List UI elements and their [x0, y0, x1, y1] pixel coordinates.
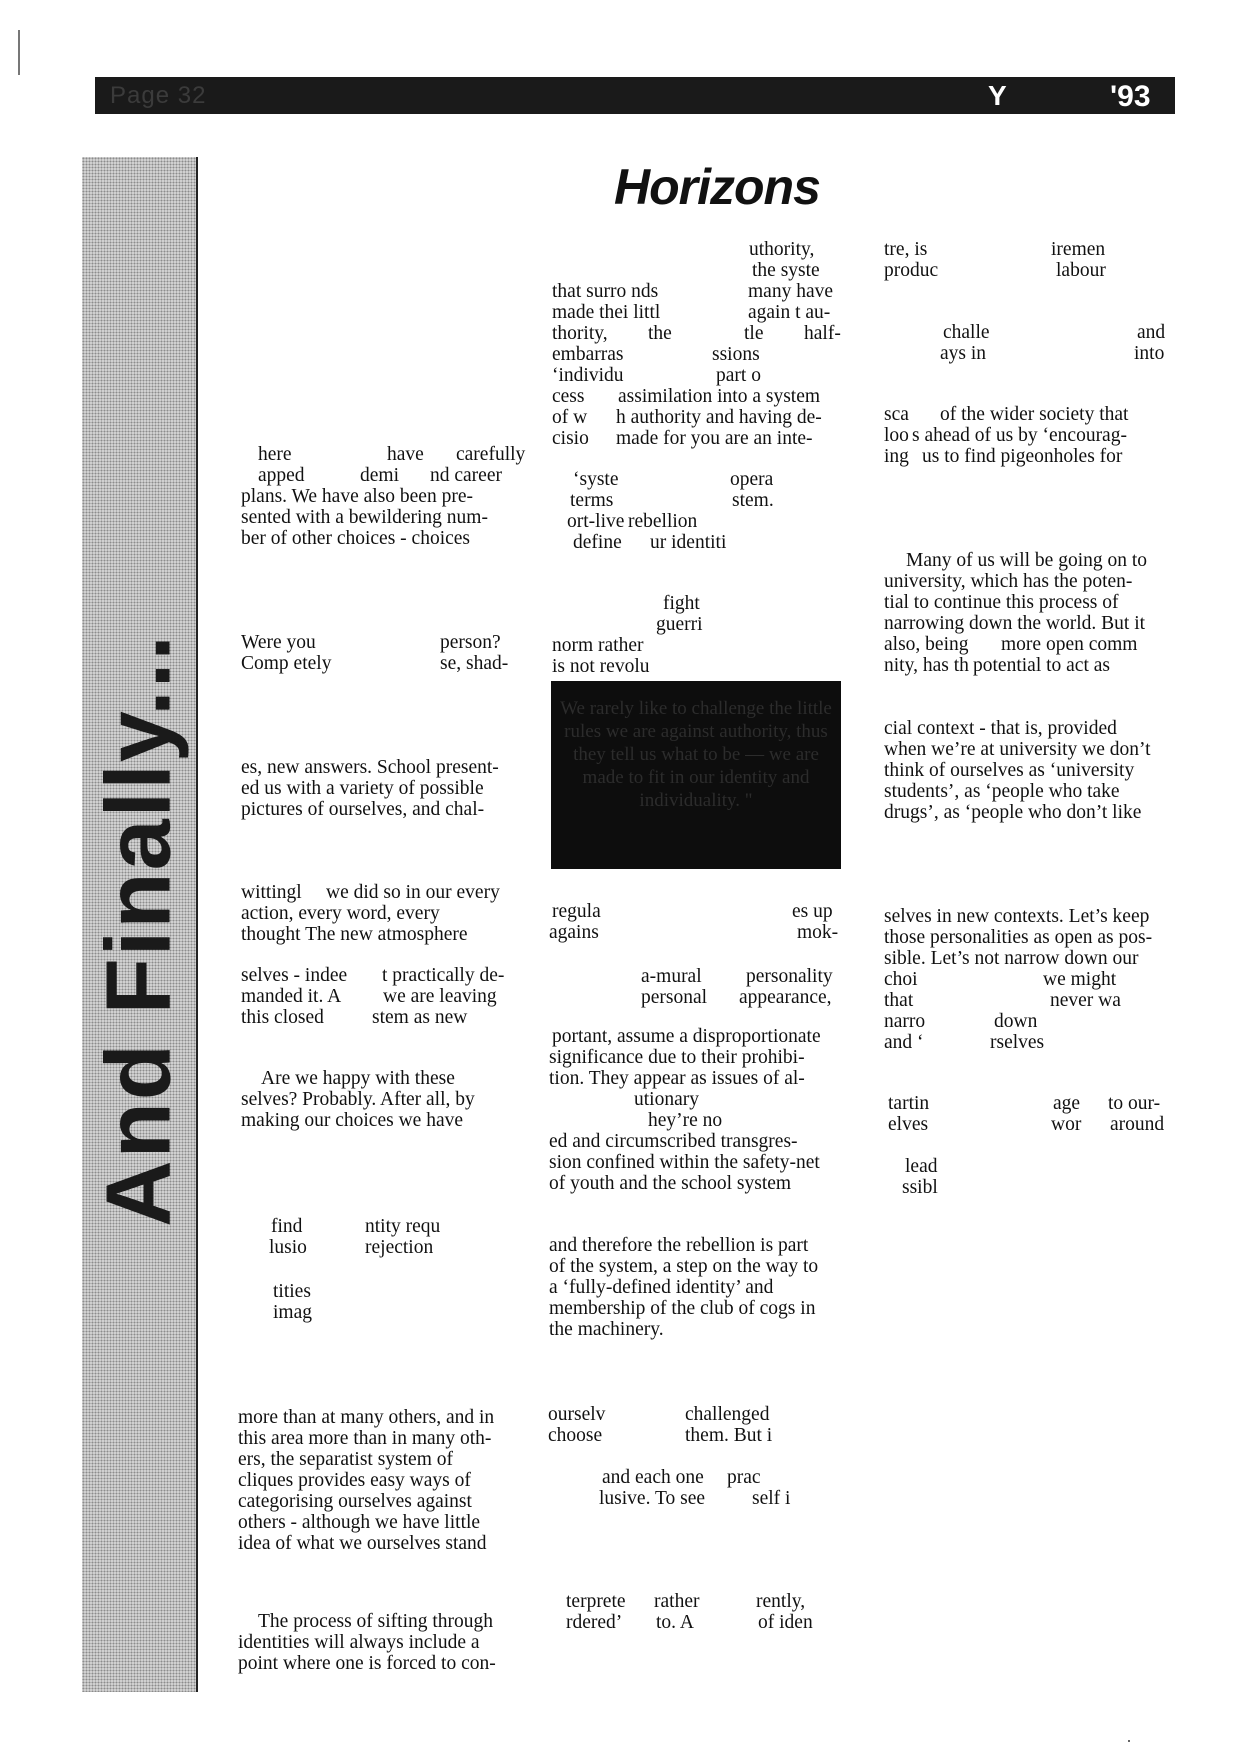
text-line: terms [570, 490, 614, 511]
text-line: produc [884, 260, 939, 281]
text-line: also, being [884, 634, 969, 655]
header-year: '93 [1110, 80, 1151, 113]
text-line: utionary [634, 1089, 699, 1110]
text-line: es up [792, 901, 833, 922]
text-line: rejection [365, 1237, 434, 1258]
text-line: thought The new atmosphere [241, 924, 468, 945]
text-line: university, which has the poten- [884, 571, 1133, 592]
header-bar [95, 77, 1175, 114]
text-line: we did so in our every [326, 882, 500, 903]
text-line: self i [752, 1488, 791, 1509]
text-line: thority, [552, 323, 608, 344]
text-line: narro [884, 1011, 926, 1032]
text-line: choi [884, 969, 918, 990]
text-line: lead [905, 1156, 938, 1177]
text-line: potential to act as [973, 655, 1110, 676]
text-line: terprete [566, 1591, 626, 1612]
text-line: narrowing down the world. But it [884, 613, 1146, 634]
text-line: stem. [732, 490, 774, 511]
text-line: hey’re no [648, 1110, 723, 1131]
text-line: is not revolu [552, 656, 650, 677]
text-line: assimilation into a system [618, 386, 821, 407]
text-line: made for you are an inte- [616, 428, 813, 449]
text-line: guerri [656, 614, 703, 635]
text-line: us to find pigeonholes for [922, 446, 1123, 467]
text-line: that [884, 990, 914, 1011]
text-line: choose [548, 1425, 603, 1446]
text-line: lusio [269, 1237, 307, 1258]
text-line: identities will always include a [238, 1632, 480, 1653]
text-line: selves in new contexts. Let’s keep [884, 906, 1150, 927]
text-line: significance due to their prohibi- [549, 1047, 805, 1068]
article-title: Horizons [614, 159, 820, 215]
text-line: others - although we have little [238, 1512, 481, 1533]
text-line: rdered’ [566, 1612, 623, 1633]
text-line: manded it. A [241, 986, 342, 1007]
text-line: Are we happy with these [261, 1068, 455, 1089]
text-line: of youth and the school system [549, 1173, 792, 1194]
text-line: many have [748, 281, 834, 302]
text-line: apped [258, 465, 305, 486]
text-line: this closed [241, 1007, 324, 1028]
text-line: sible. Let’s not narrow down our [884, 948, 1139, 969]
text-line: ssibl [902, 1177, 938, 1198]
text-line: down [994, 1011, 1038, 1032]
text-line: a ‘fully-defined identity’ and [549, 1277, 774, 1298]
text-line: around [1110, 1114, 1165, 1135]
text-line: ur identiti [650, 532, 727, 553]
text-line: into [1134, 343, 1165, 364]
sidebar-title: And Finally... [87, 633, 190, 1227]
text-line: idea of what we ourselves stand [238, 1533, 487, 1554]
text-line: nity, has th [884, 655, 969, 676]
text-line: rently, [756, 1591, 806, 1612]
text-line: s ahead of us by ‘encourag- [912, 425, 1127, 446]
text-line: appearance, [739, 987, 832, 1008]
text-line: action, every word, every [241, 903, 440, 924]
text-line: that surro nds [552, 281, 659, 302]
text-line: part o [716, 365, 761, 386]
text-line: stem as new [372, 1007, 468, 1028]
text-line: plans. We have also been pre- [241, 486, 473, 507]
text-line: them. But i [685, 1425, 773, 1446]
text-line: define [573, 532, 622, 553]
text-line: personal [641, 987, 708, 1008]
text-line: tre, is [884, 239, 928, 260]
text-line: t practically de- [382, 965, 505, 986]
text-line: half- [804, 323, 841, 344]
text-line: of the wider society that [940, 404, 1129, 425]
text-line: ssions [712, 344, 760, 365]
text-line: the [648, 323, 672, 344]
text-line: categorising ourselves against [238, 1491, 472, 1512]
text-line: when we’re at university we don’t [884, 739, 1151, 760]
text-line: and [1137, 322, 1166, 343]
text-line: tle [744, 323, 764, 344]
text-line: rselves [990, 1032, 1045, 1053]
text-line: rebellion [628, 511, 698, 532]
text-line: tial to continue this process of [884, 592, 1119, 613]
text-line: again t au- [748, 302, 831, 323]
text-line: iremen [1051, 239, 1106, 260]
text-line: personality [746, 966, 833, 987]
page-label: Page 32 [110, 82, 207, 109]
text-line: rather [654, 1591, 700, 1612]
text-line: have [387, 444, 424, 465]
text-line: opera [730, 469, 774, 490]
text-line: lusive. To see [599, 1488, 706, 1509]
text-line: those personalities as open as pos- [884, 927, 1153, 948]
margin-rule [18, 30, 20, 75]
text-line: tartin [888, 1093, 930, 1114]
text-line: cliques provides easy ways of [238, 1470, 471, 1491]
text-line: we are leaving [383, 986, 497, 1007]
text-line: embarras [552, 344, 624, 365]
text-line: of w [552, 407, 588, 428]
text-line: making our choices we have [241, 1110, 464, 1131]
text-line: sion confined within the safety-net [549, 1152, 820, 1173]
text-line: Many of us will be going on to [906, 550, 1148, 571]
text-line: to our- [1108, 1093, 1161, 1114]
text-line: carefully [456, 444, 526, 465]
text-line: selves? Probably. After all, by [241, 1089, 475, 1110]
text-line: h authority and having de- [616, 407, 822, 428]
text-line: nd career [430, 465, 502, 486]
text-line: cial context - that is, provided [884, 718, 1117, 739]
text-line: students’, as ‘people who take [884, 781, 1120, 802]
text-line: agains [549, 922, 599, 943]
text-line: point where one is forced to con- [238, 1653, 496, 1674]
text-line: prac [727, 1467, 761, 1488]
text-line: here [258, 444, 292, 465]
text-line: Were you [241, 632, 316, 653]
text-line: made thei littl [552, 302, 661, 323]
text-line: mok- [797, 922, 839, 943]
text-line: sca [884, 404, 909, 425]
text-line: ays in [940, 343, 987, 364]
text-line: ers, the separatist system of [238, 1449, 453, 1470]
text-line: elves [888, 1114, 929, 1135]
text-line: wor [1051, 1114, 1082, 1135]
text-line: of iden [758, 1612, 813, 1633]
text-line: challenged [685, 1404, 770, 1425]
text-line: of the system, a step on the way to [549, 1256, 819, 1277]
text-line: labour [1056, 260, 1106, 281]
text-line: regula [552, 901, 601, 922]
page-mark [1128, 1740, 1130, 1742]
text-line: we might [1043, 969, 1117, 990]
text-line: to. A [656, 1612, 694, 1633]
text-line: Comp etely [241, 653, 332, 674]
text-line: a-mural [641, 966, 702, 987]
text-line: cisio [552, 428, 589, 449]
text-line: ed and circumscribed transgres- [549, 1131, 798, 1152]
text-line: uthority, [749, 239, 815, 260]
text-line: loo [884, 425, 909, 446]
text-line: se, shad- [440, 653, 509, 674]
pull-quote-text: We rarely like to challenge the little rules we are against authority, thus they tell us what to be — we are made to fit in our identity and individuality. " [560, 698, 832, 811]
text-line: The process of sifting through [258, 1611, 494, 1632]
text-line: this area more than in many oth- [238, 1428, 492, 1449]
text-line: ber of other choices - choices [241, 528, 471, 549]
text-line: challe [943, 322, 990, 343]
text-line: and each one [602, 1467, 704, 1488]
text-line: membership of the club of cogs in [549, 1298, 816, 1319]
text-line: think of ourselves as ‘university [884, 760, 1135, 781]
text-line: imag [273, 1302, 312, 1323]
text-line: es, new answers. School present- [241, 757, 499, 778]
text-line: ‘individu [552, 365, 624, 386]
text-line: age [1053, 1093, 1081, 1114]
text-line: ourselv [548, 1404, 606, 1425]
text-line: the syste [752, 260, 820, 281]
text-line: find [271, 1216, 303, 1237]
text-line: and therefore the rebellion is part [549, 1235, 809, 1256]
text-line: ing [884, 446, 909, 467]
text-line: wittingl [241, 882, 302, 903]
text-line: ntity requ [365, 1216, 441, 1237]
text-line: and ‘ [884, 1032, 924, 1053]
text-line: selves - indee [241, 965, 348, 986]
text-line: more than at many others, and in [238, 1407, 495, 1428]
text-line: drugs’, as ‘people who don’t like [884, 802, 1142, 823]
text-line: the machinery. [549, 1319, 664, 1340]
text-line: never wa [1050, 990, 1121, 1011]
text-line: portant, assume a disproportionate [552, 1026, 821, 1047]
text-line: person? [440, 632, 501, 653]
text-line: demi [360, 465, 399, 486]
text-line: norm rather [552, 635, 644, 656]
text-line: fight [663, 593, 700, 614]
text-line: cess [552, 386, 585, 407]
text-line: more open comm [1001, 634, 1138, 655]
text-line: ort-live [567, 511, 625, 532]
text-line: sented with a bewildering num- [241, 507, 488, 528]
text-line: tities [273, 1281, 311, 1302]
logo-letter: Y [988, 80, 1007, 111]
text-line: tion. They appear as issues of al- [549, 1068, 805, 1089]
text-line: ‘syste [573, 469, 619, 490]
text-line: ed us with a variety of possible [241, 778, 484, 799]
text-line: pictures of ourselves, and chal- [241, 799, 485, 820]
